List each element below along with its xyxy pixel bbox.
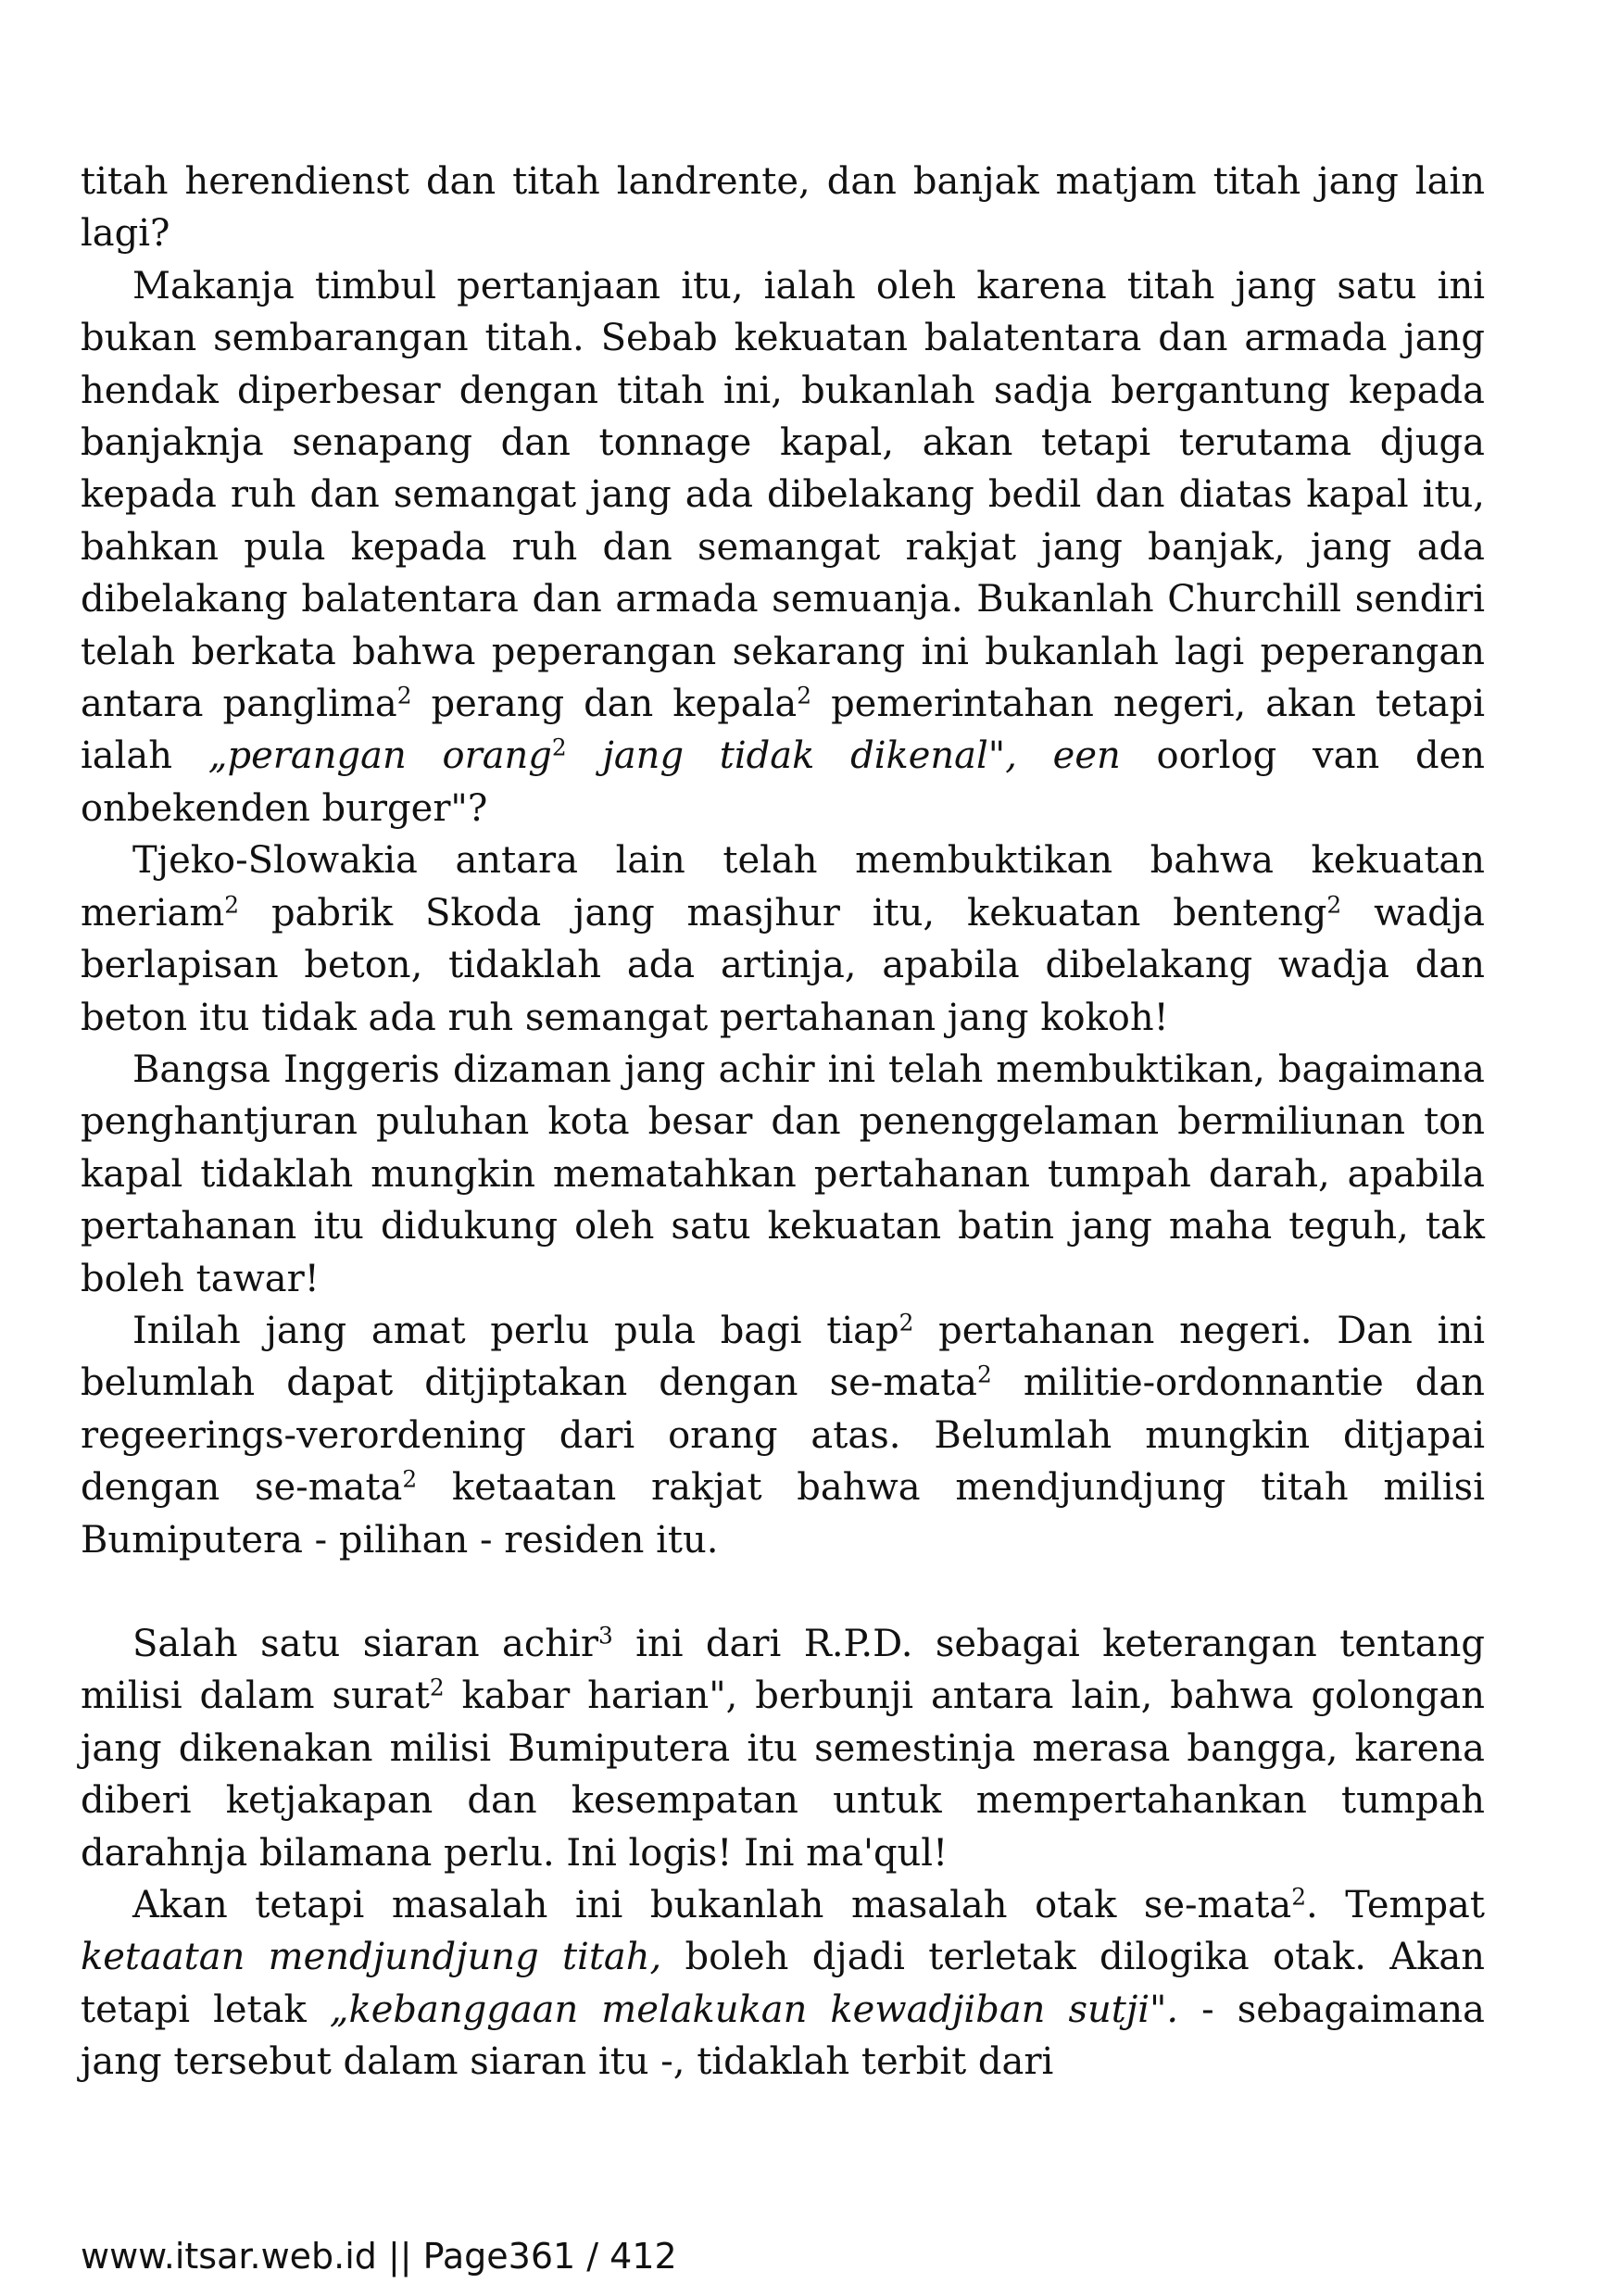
text-segment: Bangsa Inggeris dizaman jang achir ini telah membuktikan, bagaimana penghantjuran puluhan kota besar dan penenggelaman bermiliunan ton kapal tidaklah mungkin mematahkan pertahanan tumpah darah, apabila pertahanan itu didukung oleh satu kekuatan batin jang maha teguh, tak boleh tawar!: [81, 1048, 1485, 1300]
superscript-mark: 2: [402, 1465, 418, 1493]
text-segment: . Tempat: [1306, 1884, 1485, 1926]
text-segment: Salah satu siaran achir: [132, 1622, 598, 1665]
superscript-mark: 2: [224, 891, 240, 919]
italic-text-segment: ketaatan mendjundjung titah,: [81, 1936, 662, 1979]
text-segment: pabrik Skoda jang masjhur itu, kekuatan benteng: [239, 891, 1327, 935]
text-segment: kabar harian", berbunji antara lain, bahwa golongan jang dikenakan milisi Bumiputera itu semestinja merasa bangga, karena diberi ketjakapan dan kesempatan untuk mempertahankan tumpah darahnja bilamana perlu. Ini logis! Ini ma'qul!: [81, 1675, 1485, 1875]
paragraph: [81, 1305, 1485, 1566]
text-segment: Inilah jang amat perlu pula bagi tiap: [132, 1309, 899, 1352]
body-text: [81, 156, 1485, 2089]
superscript-mark: 2: [977, 1361, 992, 1388]
italic-text-segment: „perangan orang: [207, 734, 552, 778]
text-segment: wadja berlapisan beton, tidaklah ada artinja, apabila dibelakang wadja dan beton itu tidak ada ruh semangat pertahanan jang kokoh!: [81, 891, 1486, 1039]
text-segment: perang dan kepala: [411, 683, 798, 726]
text-segment: militie-ordonnantie dan regeerings-verordening dari orang atas. Belumlah mungkin ditjapai dengan se-mata: [81, 1361, 1485, 1510]
text-segment: pertahanan negeri. Dan ini belumlah dapat ditjiptakan dengan se-mata: [81, 1309, 1485, 1405]
superscript-mark: 2: [429, 1674, 445, 1701]
text-segment: Akan tetapi masalah ini bukanlah masalah otak se-mata: [132, 1884, 1292, 1926]
paragraph: [81, 834, 1485, 1044]
page-footer: www.itsar.web.id || Page361 / 412: [81, 2236, 677, 2277]
superscript-mark: 2: [898, 1309, 914, 1336]
superscript-mark: 2: [396, 682, 412, 709]
superscript-mark: 2: [1326, 891, 1342, 919]
superscript-mark: 2: [797, 682, 812, 709]
text-segment: - sebagaimana jang tersebut dalam siaran itu -, tidaklah terbit dari: [81, 1988, 1486, 2084]
text-segment: Makanja timbul pertanjaan itu, ialah oleh karena titah jang satu ini bukan sembarangan titah. Sebab kekuatan balatentara dan armada jang hendak diperbesar dengan titah ini, bukanlah sadja bergantung kepada banjaknja senapang dan tonnage kapal, akan tetapi terutama djuga kepada ruh dan semangat jang ada dibelakang bedil dan diatas kapal itu, bahkan pula kepada ruh dan semangat rakjat jang banjak, jang ada dibelakang balatentara dan armada semuanja. Bukanlah Churchill sendiri telah berkata bahwa peperangan sekarang ini bukanlah lagi peperangan antara panglima: [81, 264, 1485, 726]
paragraph: [81, 1879, 1485, 2089]
paragraph: [81, 156, 1485, 260]
superscript-mark: 2: [551, 734, 567, 761]
text-segment: titah herendienst dan titah landrente, dan banjak matjam titah jang lain lagi?: [81, 160, 1485, 256]
superscript-mark: 3: [597, 1622, 613, 1650]
paragraph: [81, 1044, 1485, 1305]
paragraph: [81, 1618, 1485, 1879]
text-segment: ini dari R.P.D. sebagai keterangan tentang milisi dalam surat: [81, 1622, 1485, 1718]
text-segment: ketaatan rakjat bahwa mendjundjung titah milisi Bumiputera - pilihan - residen itu.: [81, 1466, 1485, 1562]
italic-text-segment: „kebanggaan melakukan kewadjiban sutji".: [329, 1988, 1179, 2031]
paragraph: [81, 260, 1485, 834]
italic-text-segment: jang tidak dikenal", een: [566, 734, 1121, 778]
text-segment: Tjeko-Slowakia antara lain telah membuktikan bahwa kekuatan meriam: [81, 839, 1485, 935]
superscript-mark: 2: [1291, 1883, 1307, 1911]
text-segment: boleh djadi terletak dilogika otak. Akan tetapi letak: [81, 1936, 1485, 2031]
text-segment: oorlog van den onbekenden burger"?: [81, 734, 1486, 830]
text-segment: pemerintahan negeri, akan tetapi ialah: [81, 683, 1486, 778]
